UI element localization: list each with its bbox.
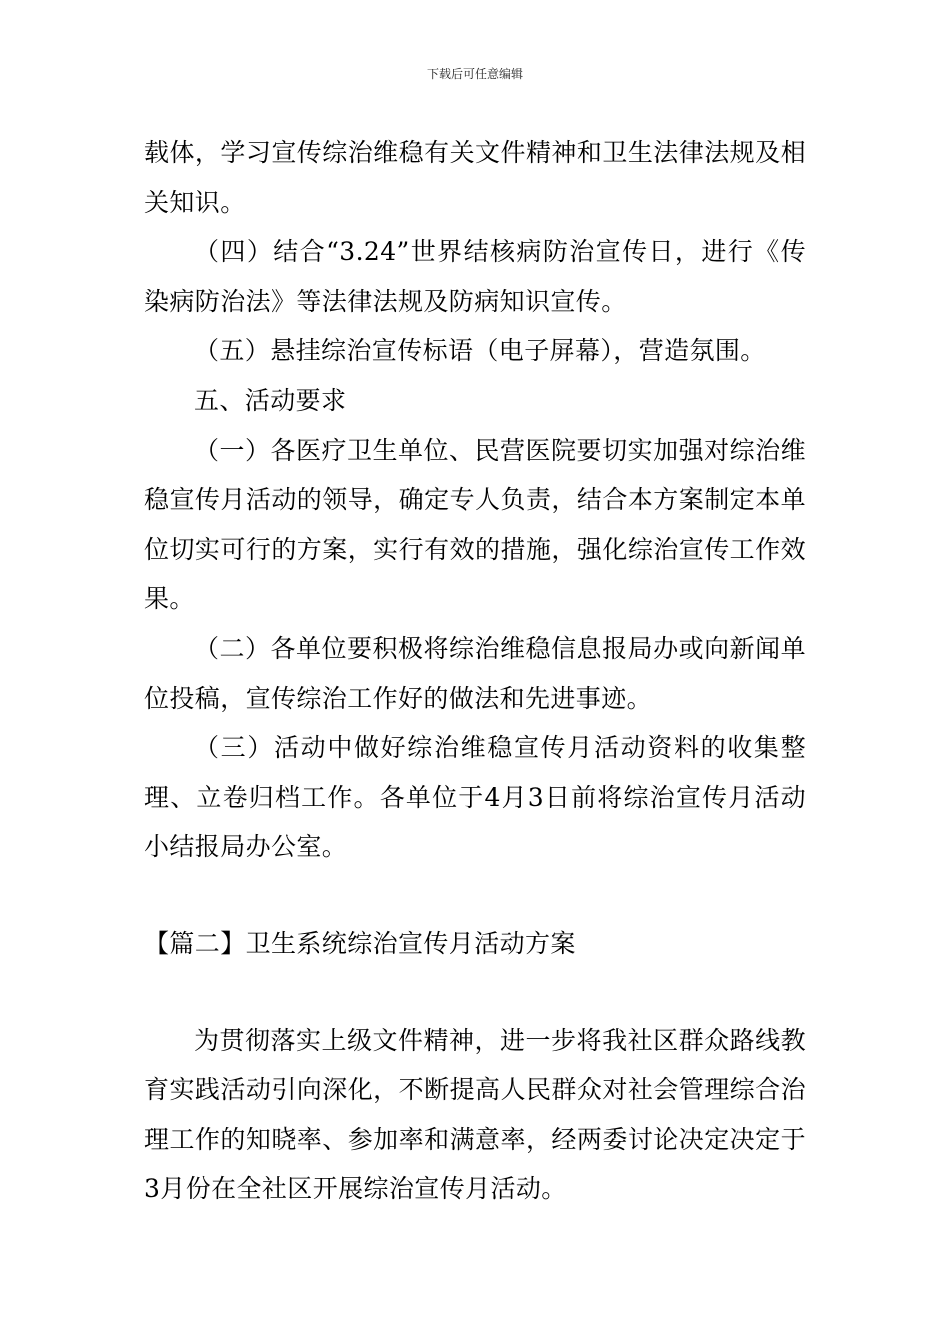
section-heading-5: 五、活动要求: [194, 385, 347, 415]
paragraph-requirement-1: （一）各医疗卫生单位、民营医院要切实加强对综治维稳宣传月活动的领导，确定专人负责，结合本方案制定本单位切实可行的方案，实行有效的措施，强化综治宣传工作效果。: [144, 435, 806, 614]
paragraph-item-5: （五）悬挂综治宣传标语（电子屏幕），营造氛围。: [194, 336, 766, 366]
paragraph-item-4: （四）结合“3.24”世界结核病防治宣传日，进行《传染病防治法》等法律法规及防病知识宣传。: [144, 237, 806, 316]
paragraph-intro: 为贯彻落实上级文件精神，进一步将我社区群众路线教育实践活动引向深化，不断提高人民群众对社会管理综合治理工作的知晓率、参加率和满意率，经两委讨论决定决定于3月份在全社区开展综治宣传月活动。: [144, 1025, 806, 1204]
spacer: [144, 872, 806, 919]
paragraph-requirement-2: （二）各单位要积极将综治维稳信息报局办或向新闻单位投稿，宣传综治工作好的做法和先进事迹。: [144, 633, 806, 713]
spacer: [144, 969, 806, 1016]
article-heading: 【篇二】卫生系统综治宣传月活动方案: [144, 928, 576, 958]
document-body: [144, 128, 806, 1214]
paragraph-requirement-3: （三）活动中做好综治维稳宣传月活动资料的收集整理、立卷归档工作。各单位于4月3日前将综治宣传月活动小结报局办公室。: [144, 733, 806, 862]
paragraph-continuation: 载体，学习宣传综治维稳有关文件精神和卫生法律法规及相关知识。: [144, 138, 806, 217]
page-header: 下载后可任意编辑: [426, 67, 523, 81]
